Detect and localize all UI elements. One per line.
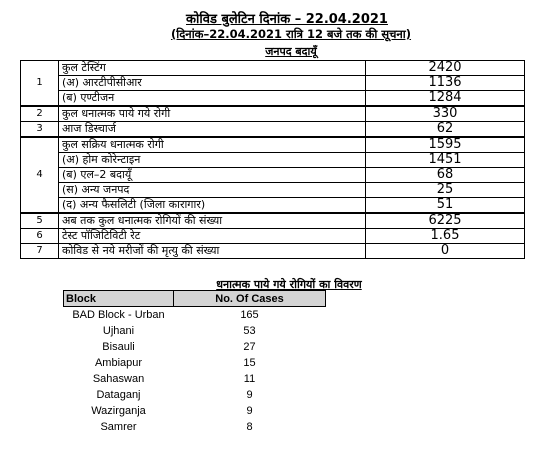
block-name: Ambiapur <box>94 357 143 369</box>
row-number: 3 <box>21 122 59 138</box>
bulletin-subtitle: (दिनांक–22.04.2021 रात्रि 12 बजे तक की सूचना) <box>170 27 412 41</box>
table-row <box>64 371 326 387</box>
row-label: कुल सक्रिय धनात्मक रोगी <box>59 137 366 153</box>
block-case-count: 53 <box>243 325 256 337</box>
table-row <box>64 355 326 371</box>
row-value: 2420 <box>366 61 525 76</box>
table-row <box>21 183 525 198</box>
table-row <box>64 419 326 435</box>
block-case-count: 15 <box>243 357 256 369</box>
row-number: 4 <box>21 137 59 213</box>
block-name: Dataganj <box>96 389 141 401</box>
district-name: जनपद बदायूँ <box>265 45 317 58</box>
bulletin-title: कोविड बुलेटिन दिनांक – 22.04.2021 <box>186 12 388 27</box>
table-row <box>64 323 326 339</box>
block-name: BAD Block - Urban <box>72 309 165 321</box>
column-header-block: Block <box>64 291 174 307</box>
row-number: 6 <box>21 229 59 244</box>
row-label: अब तक कुल धनात्मक रोगियों की संख्या <box>59 213 366 229</box>
table-row <box>21 198 525 214</box>
row-label: कुल टेस्टिंग <box>59 61 366 76</box>
table-row <box>21 168 525 183</box>
table-row <box>21 61 525 76</box>
block-case-count: 165 <box>240 309 259 321</box>
row-label: कोविड से नये मरीजों की मृत्यु की संख्या <box>59 244 366 259</box>
block-case-count: 11 <box>243 373 256 385</box>
block-case-count: 27 <box>243 341 256 353</box>
table-row <box>21 244 525 259</box>
row-value: 1595 <box>366 137 525 153</box>
row-value: 62 <box>366 122 525 138</box>
block-cases-table <box>63 290 326 435</box>
row-value: 6225 <box>366 213 525 229</box>
row-label: (अ) आरटीपीसीआर <box>59 76 366 91</box>
row-value: 25 <box>366 183 525 198</box>
column-header-cases: No. Of Cases <box>174 291 326 307</box>
row-label: कुल धनात्मक पाये गये रोगी <box>59 106 366 122</box>
table-row <box>21 229 525 244</box>
block-name: Ujhani <box>102 325 135 337</box>
row-number: 2 <box>21 106 59 122</box>
row-label: (ब) एण्टीजन <box>59 91 366 107</box>
block-case-count: 8 <box>246 421 253 433</box>
table-row <box>21 76 525 91</box>
bulletin-table <box>20 60 525 259</box>
block-case-count: 9 <box>246 389 253 401</box>
block-case-count: 9 <box>246 405 253 417</box>
table-row <box>21 122 525 138</box>
table-row <box>64 387 326 403</box>
table-row <box>21 91 525 107</box>
row-number: 7 <box>21 244 59 259</box>
block-name: Bisauli <box>102 341 135 353</box>
row-label: (द) अन्य फैसलिटी (जिला कारागार) <box>59 198 366 214</box>
block-name: Wazirganja <box>91 405 146 417</box>
table-row <box>21 153 525 168</box>
table-row <box>21 137 525 153</box>
table-header-row <box>64 291 326 307</box>
row-value: 1136 <box>366 76 525 91</box>
table-row <box>64 403 326 419</box>
block-name: Sahaswan <box>92 373 145 385</box>
table-row <box>64 339 326 355</box>
row-value: 68 <box>366 168 525 183</box>
row-label: (अ) होम कोरेन्टाइन <box>59 153 366 168</box>
row-value: 51 <box>366 198 525 214</box>
block-name: Samrer <box>100 421 137 433</box>
block-section-title: धनात्मक पाये गये रोगियों का विवरण <box>216 278 362 291</box>
row-label: टेस्ट पॉजिटिविटी रेट <box>59 229 366 244</box>
table-row <box>21 106 525 122</box>
block-rows <box>64 307 326 436</box>
row-value: 330 <box>366 106 525 122</box>
row-value: 1.65 <box>366 229 525 244</box>
row-number: 5 <box>21 213 59 229</box>
row-value: 1284 <box>366 91 525 107</box>
row-number: 1 <box>21 61 59 107</box>
table-row <box>64 307 326 324</box>
row-label: आज डिस्चार्ज <box>59 122 366 138</box>
row-value: 0 <box>366 244 525 259</box>
row-label: (ब) एल–2 बदायूँ <box>59 168 366 183</box>
row-value: 1451 <box>366 153 525 168</box>
row-label: (स) अन्य जनपद <box>59 183 366 198</box>
table-row <box>21 213 525 229</box>
